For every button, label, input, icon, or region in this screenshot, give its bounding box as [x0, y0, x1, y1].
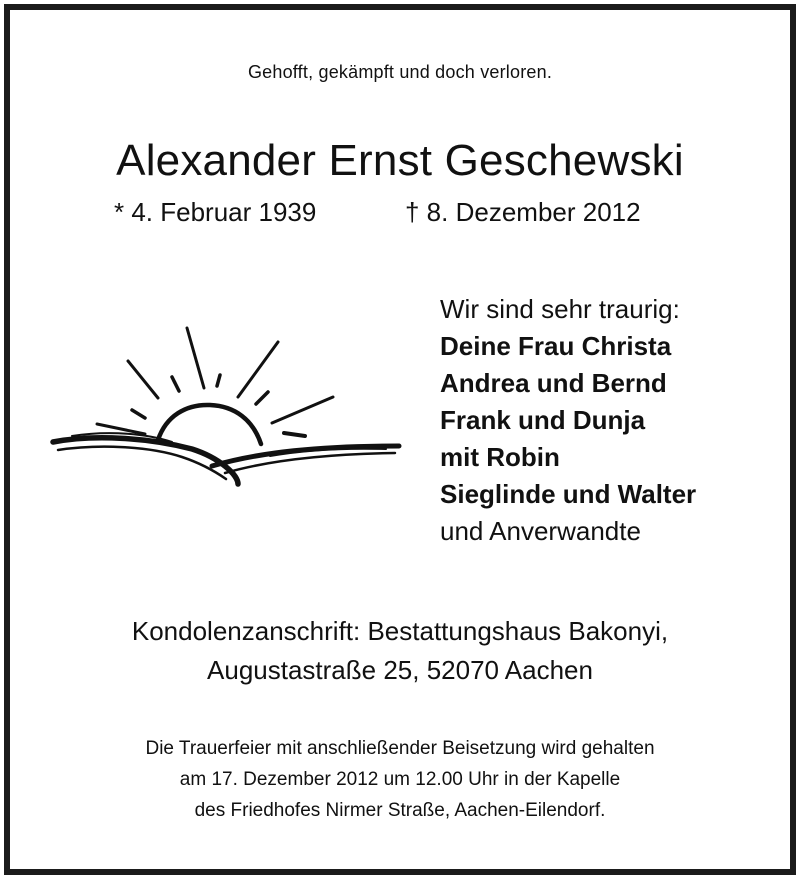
service-line: Die Trauerfeier mit anschließender Beisetzung wird gehalten	[145, 738, 655, 759]
death-date: † 8. Dezember 2012	[405, 197, 641, 227]
mourner-name: Andrea und Bernd	[440, 368, 667, 398]
address-line: Kondolenzanschrift: Bestattungshaus Bakonyi,	[131, 616, 669, 646]
service-line: am 17. Dezember 2012 um 12.00 Uhr in der Kapelle	[179, 769, 621, 790]
deceased-name: Alexander Ernst Geschewski	[116, 136, 684, 185]
mourner-name: Deine Frau Christa	[440, 331, 672, 361]
address-line: Augustastraße 25, 52070 Aachen	[207, 655, 593, 685]
service-line: des Friedhofes Nirmer Straße, Aachen-Eilendorf.	[194, 800, 606, 821]
mourners-intro: Wir sind sehr traurig:	[440, 294, 680, 324]
mourner-name: Frank und Dunja	[440, 405, 646, 435]
mourners-block	[440, 291, 780, 550]
mourner-name: mit Robin	[440, 442, 560, 472]
funeral-service-info	[0, 733, 800, 826]
birth-date: * 4. Februar 1939	[114, 197, 317, 227]
motto-text: Gehofft, gekämpft und doch verloren.	[247, 62, 553, 82]
mourner-name: Sieglinde und Walter	[440, 479, 697, 509]
mourners-closing: und Anverwandte	[440, 516, 641, 546]
condolence-address	[0, 612, 800, 690]
sunset-icon	[50, 322, 402, 492]
